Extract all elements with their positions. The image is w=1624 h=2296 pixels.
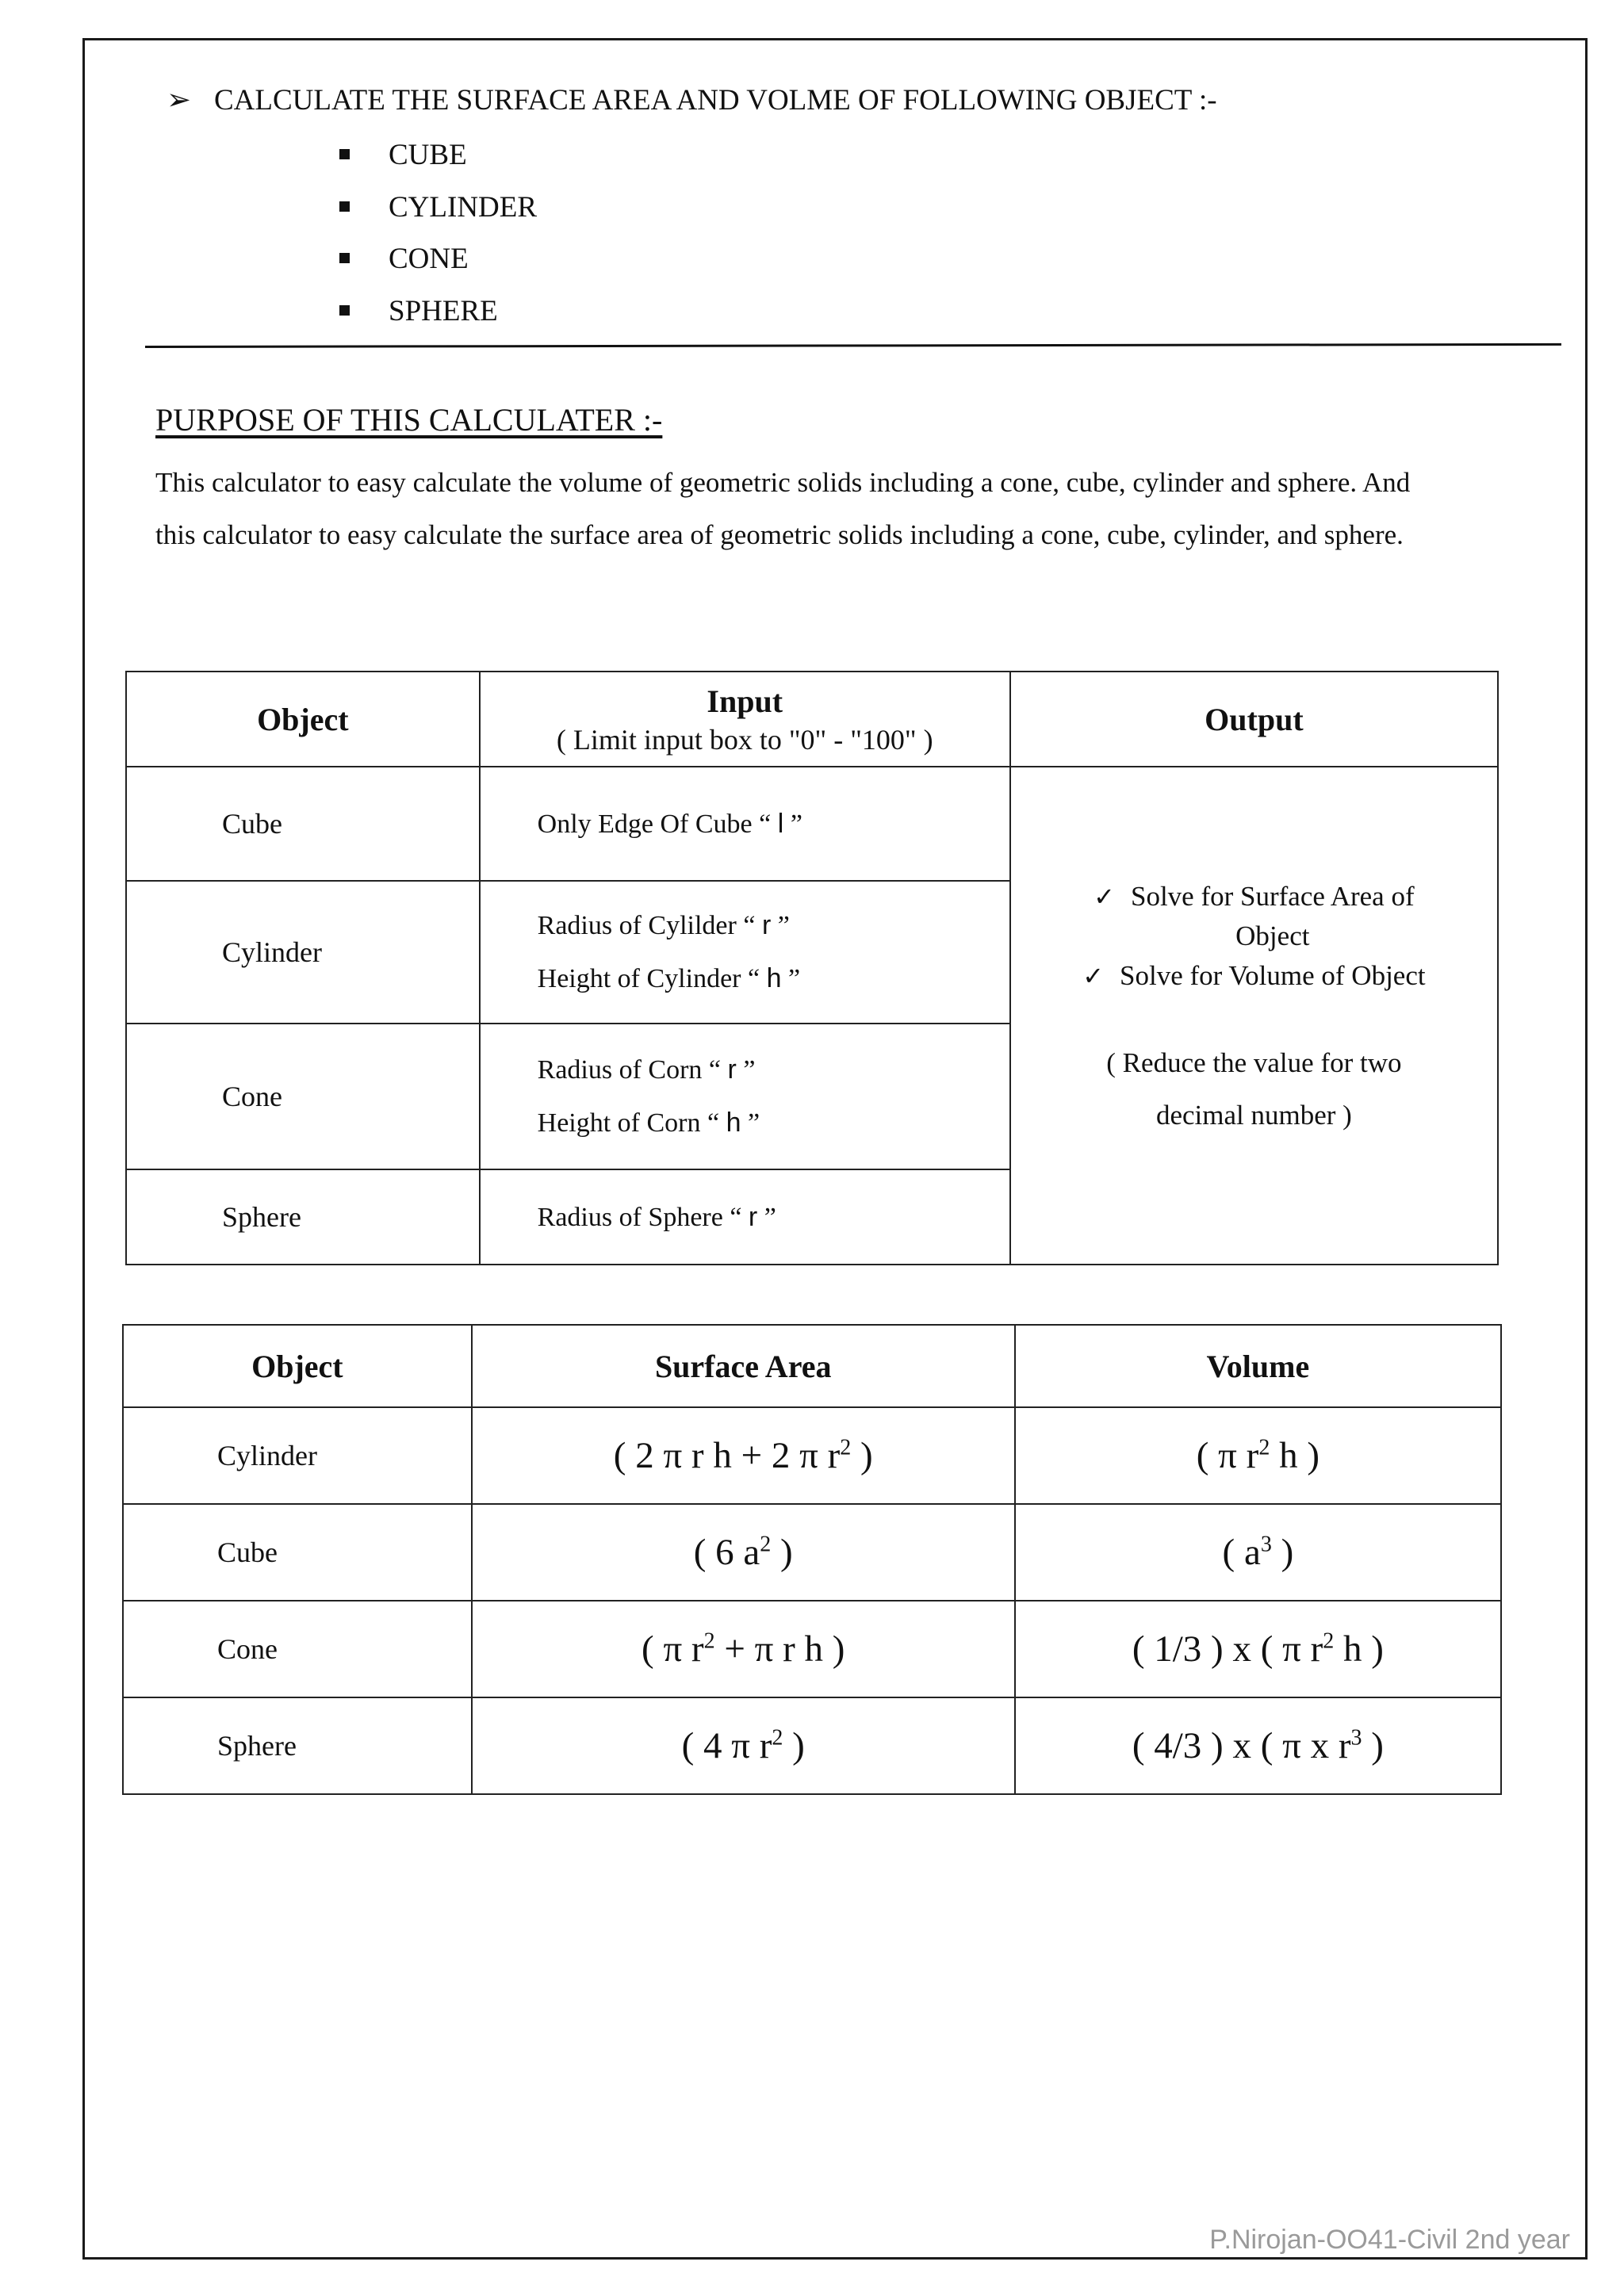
table-header-row	[123, 1325, 1501, 1407]
purpose-heading: PURPOSE OF THIS CALCULATER :-	[155, 402, 663, 438]
table-row	[123, 1504, 1501, 1601]
surface-area-formula: ( 2 π r h + 2 π $r^2$ )	[472, 1407, 1015, 1504]
output-item: ✓ Solve for Surface Area of Object	[1011, 877, 1497, 956]
output-cell	[1010, 767, 1498, 1265]
input-cell: Radius of Sphere “ r ”	[480, 1169, 1010, 1265]
volume-formula: ( π $r^2$ h )	[1015, 1407, 1501, 1504]
object-cell: Sphere	[126, 1169, 480, 1265]
table-row	[123, 1697, 1501, 1794]
header-object: Object	[126, 672, 480, 767]
output-item: ✓ Solve for Volume of Object	[1011, 956, 1497, 996]
check-icon: ✓	[1082, 961, 1104, 991]
input-cell: Radius of Cylilder “ r ” Height of Cylinder “ h ”	[480, 881, 1010, 1024]
volume-formula: ( 1/3 ) x ( π $r^2$ h )	[1015, 1601, 1501, 1697]
list-item: CYLINDER	[339, 184, 537, 236]
header-object: Object	[123, 1325, 472, 1407]
header-input-limit: ( Limit input box to "0" - "100" )	[556, 723, 933, 756]
header-output: Output	[1010, 672, 1498, 767]
purpose-line: This calculator to easy calculate the volume of geometric solids including a cone, cube, cylinder and sphere. And	[155, 467, 1411, 498]
shape-list	[339, 132, 537, 339]
volume-formula: ( 4/3 ) x ( π x $r^3$ )	[1015, 1697, 1501, 1794]
object-cell: Sphere	[123, 1697, 472, 1794]
square-bullet-icon	[339, 305, 350, 316]
purpose-paragraph	[155, 457, 1543, 561]
header-volume: Volume	[1015, 1325, 1501, 1407]
surface-area-formula: ( π $r^2 + \pi$ r h )	[472, 1601, 1015, 1697]
square-bullet-icon	[339, 201, 350, 212]
object-cell: Cylinder	[126, 881, 480, 1024]
table-row	[123, 1407, 1501, 1504]
task-heading	[167, 82, 1217, 117]
task-heading-text: CALCULATE THE SURFACE AREA AND VOLME OF FOLLOWING OBJECT :-	[214, 84, 1217, 117]
volume-formula: ( $a^3$ )	[1015, 1504, 1501, 1601]
surface-area-formula: ( 6 $a^2$ )	[472, 1504, 1015, 1601]
header-surface-area: Surface Area	[472, 1325, 1015, 1407]
input-cell: Radius of Corn “ r ” Height of Corn “ h ”	[480, 1024, 1010, 1169]
table-header-row	[126, 672, 1498, 767]
surface-area-formula: ( 4 π $r^2$ )	[472, 1697, 1015, 1794]
table-row	[123, 1601, 1501, 1697]
header-input: Input ( Limit input box to "0" - "100" )	[480, 672, 1010, 767]
arrow-bullet-icon: ➢	[167, 84, 192, 117]
object-cell: Cone	[126, 1024, 480, 1169]
object-cell: Cube	[126, 767, 480, 881]
object-cell: Cone	[123, 1601, 472, 1697]
list-item: CUBE	[339, 132, 537, 184]
check-icon: ✓	[1094, 882, 1115, 912]
list-item: SPHERE	[339, 288, 537, 340]
square-bullet-icon	[339, 149, 350, 159]
object-cell: Cube	[123, 1504, 472, 1601]
footer-credit: P.Nirojan-OO41-Civil 2nd year	[1209, 2225, 1570, 2255]
purpose-line: this calculator to easy calculate the surface area of geometric solids including a cone, cube, cylinder, and sphere.	[155, 519, 1404, 550]
table-row	[126, 767, 1498, 881]
input-output-table	[125, 671, 1499, 1265]
object-cell: Cylinder	[123, 1407, 472, 1504]
formula-table	[122, 1324, 1502, 1795]
output-note: ( Reduce the value for two decimal number )	[1106, 1047, 1402, 1131]
input-cell: Only Edge Of Cube “ l ”	[480, 767, 1010, 881]
list-item: CONE	[339, 235, 537, 288]
square-bullet-icon	[339, 253, 350, 263]
